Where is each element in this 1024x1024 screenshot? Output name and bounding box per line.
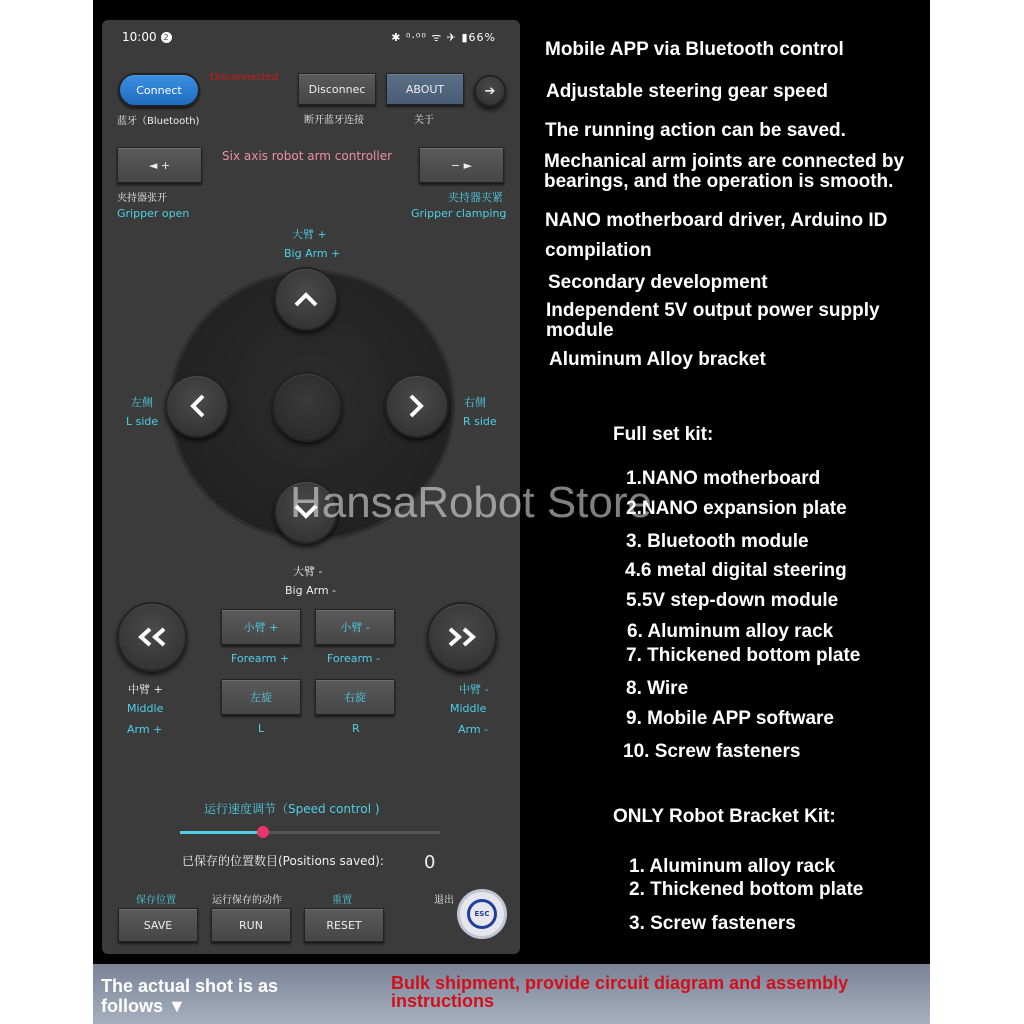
status-time: 10:00 2 bbox=[122, 30, 172, 44]
arrow-right-icon: ➔ bbox=[484, 83, 496, 99]
bracket-kit-item: 3. Screw fasteners bbox=[629, 913, 796, 934]
double-chevron-left-icon bbox=[136, 626, 168, 648]
run-button[interactable]: RUN bbox=[211, 908, 291, 942]
feature-3: The running action can be saved. bbox=[545, 120, 846, 141]
about-label: 关于 bbox=[414, 115, 434, 126]
footer-right-text: Bulk shipment, provide circuit diagram and assembly instructions bbox=[391, 973, 849, 1011]
left-side-cn: 左侧 bbox=[131, 396, 153, 409]
footer-banner bbox=[93, 964, 930, 1024]
right-side-cn: 右侧 bbox=[464, 396, 486, 409]
big-arm-up-button[interactable] bbox=[274, 267, 338, 331]
connection-state: Disconnected bbox=[210, 72, 279, 83]
chevron-up-icon bbox=[293, 290, 319, 308]
feature-6: Secondary development bbox=[548, 272, 768, 293]
controller-title: Six axis robot arm controller bbox=[222, 149, 393, 163]
full-kit-item: 1.NANO motherboard bbox=[626, 468, 821, 489]
full-kit-item: 6. Aluminum alloy rack bbox=[627, 621, 834, 642]
forearm-minus-en: Forearm - bbox=[327, 652, 380, 665]
right-side-en: R side bbox=[463, 415, 497, 428]
save-cn: 保存位置 bbox=[136, 895, 176, 906]
positions-saved-count: 0 bbox=[424, 852, 436, 873]
full-kit-item: 10. Screw fasteners bbox=[623, 741, 801, 762]
forearm-plus-button[interactable]: 小臂 + bbox=[221, 609, 301, 645]
status-indicators: ✱ ⁰·⁰⁰ ᯤ ✈ ▮66% bbox=[391, 31, 496, 44]
full-kit-item: 3. Bluetooth module bbox=[626, 531, 809, 552]
full-kit-item: 7. Thickened bottom plate bbox=[626, 645, 861, 666]
bracket-kit-item: 2. Thickened bottom plate bbox=[629, 879, 864, 900]
feature-2: Adjustable steering gear speed bbox=[546, 81, 828, 102]
connect-button[interactable]: Connect bbox=[118, 73, 200, 107]
exit-cn: 退出 bbox=[434, 895, 454, 906]
bracket-kit-item: 1. Aluminum alloy rack bbox=[629, 856, 836, 877]
gripper-open-cn: 夹持器张开 bbox=[117, 193, 167, 204]
feature-4b: bearings, and the operation is smooth. bbox=[544, 171, 894, 192]
middle-plus-en1: Middle bbox=[127, 702, 164, 715]
chevron-right-icon bbox=[408, 393, 426, 419]
bracket-kit-title: ONLY Robot Bracket Kit: bbox=[613, 806, 836, 827]
gripper-open-en: Gripper open bbox=[117, 207, 190, 220]
run-cn: 运行保存的动作 bbox=[212, 895, 282, 906]
save-button[interactable]: SAVE bbox=[118, 908, 198, 942]
full-kit-item: 5.5V step-down module bbox=[626, 590, 839, 611]
esc-button[interactable] bbox=[460, 892, 504, 936]
big-arm-plus-cn: 大臂 + bbox=[292, 228, 327, 241]
full-kit-item: 9. Mobile APP software bbox=[626, 708, 834, 729]
speed-slider-thumb[interactable] bbox=[257, 826, 269, 838]
middle-plus-cn: 中臂 + bbox=[128, 683, 163, 696]
notification-badge: 2 bbox=[161, 32, 172, 43]
big-arm-minus-en: Big Arm - bbox=[285, 584, 337, 597]
feature-5: NANO motherboard driver, Arduino ID bbox=[545, 210, 888, 231]
speed-slider-track[interactable] bbox=[180, 831, 440, 834]
gripper-open-button[interactable]: ◄ + bbox=[117, 147, 202, 183]
left-side-en: L side bbox=[126, 415, 159, 428]
feature-1: Mobile APP via Bluetooth control bbox=[545, 39, 844, 60]
feature-7: Independent 5V output power supply bbox=[546, 300, 880, 321]
center-button[interactable] bbox=[272, 372, 342, 442]
esc-icon: ESC bbox=[467, 899, 497, 929]
reset-cn: 重置 bbox=[332, 895, 352, 906]
middle-minus-en1: Middle bbox=[450, 702, 487, 715]
reset-button[interactable]: RESET bbox=[304, 908, 384, 942]
footer-left-text: The actual shot is as follows ▼ bbox=[101, 976, 279, 1016]
positions-saved-label: 已保存的位置数目(Positions saved): bbox=[182, 854, 384, 868]
left-side-button[interactable] bbox=[165, 374, 229, 438]
right-side-button[interactable] bbox=[385, 374, 449, 438]
gripper-clamp-en: Gripper clamping bbox=[411, 207, 507, 220]
gripper-clamp-cn: 夹持器夹紧 bbox=[448, 191, 503, 204]
disconnect-button[interactable]: Disconnec bbox=[298, 73, 376, 105]
full-kit-item: 2.NANO expansion plate bbox=[626, 498, 847, 519]
speed-control-label: 运行速度调节（Speed control ) bbox=[204, 802, 380, 816]
middle-minus-cn: 中臂 - bbox=[459, 683, 489, 696]
rotate-right-en: R bbox=[352, 722, 360, 735]
next-button[interactable] bbox=[474, 75, 506, 107]
rotate-right-button[interactable]: 右旋 bbox=[315, 679, 395, 715]
rotate-left-button[interactable]: 左旋 bbox=[221, 679, 301, 715]
chevron-left-icon bbox=[188, 393, 206, 419]
middle-arm-plus-button[interactable] bbox=[117, 602, 187, 672]
gripper-clamp-button[interactable]: − ► bbox=[419, 147, 504, 183]
feature-7b: module bbox=[546, 320, 614, 341]
forearm-minus-button[interactable]: 小臂 - bbox=[315, 609, 395, 645]
connect-label: 蓝牙（Bluetooth) bbox=[117, 116, 200, 127]
speed-slider-fill bbox=[180, 831, 263, 834]
feature-8: Aluminum Alloy bracket bbox=[549, 349, 766, 370]
rotate-left-en: L bbox=[258, 722, 265, 735]
full-kit-title: Full set kit: bbox=[613, 424, 714, 445]
big-arm-plus-en: Big Arm + bbox=[284, 247, 341, 260]
middle-minus-en2: Arm - bbox=[458, 723, 489, 736]
middle-plus-en2: Arm + bbox=[127, 723, 163, 736]
big-arm-minus-cn: 大臂 - bbox=[293, 565, 323, 578]
full-kit-item: 8. Wire bbox=[626, 678, 689, 699]
store-watermark: HansaRobot Store bbox=[290, 478, 652, 527]
feature-5b: compilation bbox=[545, 240, 652, 261]
about-button[interactable]: ABOUT bbox=[386, 73, 464, 105]
middle-arm-minus-button[interactable] bbox=[427, 602, 497, 672]
disconnect-label: 断开蓝牙连接 bbox=[304, 115, 364, 126]
full-kit-item: 4.6 metal digital steering bbox=[625, 560, 847, 581]
forearm-plus-en: Forearm + bbox=[231, 652, 290, 665]
feature-4: Mechanical arm joints are connected by bbox=[544, 151, 905, 172]
double-chevron-right-icon bbox=[446, 626, 478, 648]
